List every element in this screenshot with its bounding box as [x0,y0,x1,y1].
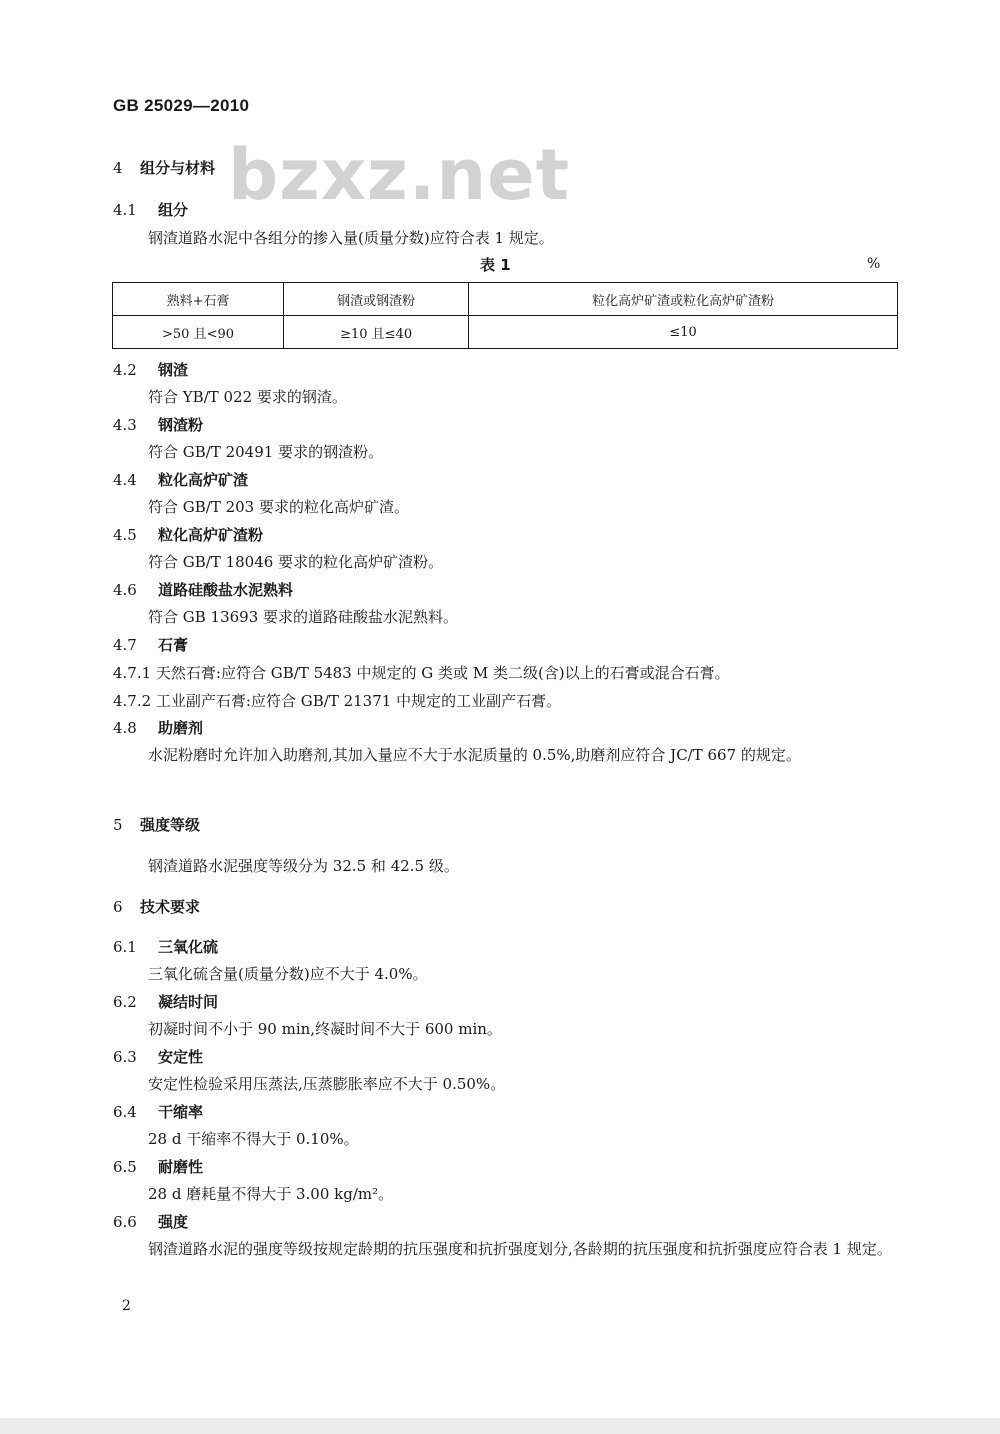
clause-number: 4.3 [113,416,137,434]
clause-number: 4.2 [113,361,137,379]
table-header-cell: 粒化高炉矿渣或粒化高炉矿渣粉 [469,283,898,316]
standard-code-header: GB 25029—2010 [113,96,250,115]
clause-number: 4.1 [113,201,137,219]
section-number: 6 [113,898,123,916]
clause-title: 强度 [158,1213,189,1231]
clause-title: 粒化高炉矿渣粉 [158,526,264,544]
clause-title: 耐磨性 [158,1158,204,1176]
section-title: 技术要求 [140,898,201,916]
table-caption: 表 1 [480,256,511,274]
clause-title: 道路硅酸盐水泥熟料 [158,581,294,599]
clause-text: 安定性检验采用压蒸法,压蒸膨胀率应不大于 0.50%。 [148,1075,506,1093]
table-unit: % [867,256,881,272]
clause-number: 4.8 [113,719,137,737]
section-title: 组分与材料 [140,159,216,177]
clause-title: 助磨剂 [158,719,204,737]
table-header-cell: 熟料+石膏 [113,283,284,316]
clause-text: 钢渣道路水泥的强度等级按规定龄期的抗压强度和抗折强度划分,各龄期的抗压强度和抗折强度应符合表 1 规定。 [148,1240,892,1258]
viewer-bottom-strip [0,1418,1000,1434]
section-number: 5 [113,816,123,834]
clause-text: 三氧化硫含量(质量分数)应不大于 4.0%。 [148,965,428,983]
clause-text: 初凝时间不小于 90 min,终凝时间不大于 600 min。 [148,1020,502,1038]
page-number: 2 [122,1298,131,1314]
table-header-row [113,283,898,316]
clause-text: 符合 YB/T 022 要求的钢渣。 [148,388,347,406]
clause-title: 钢渣 [158,361,189,379]
subclause-text: 4.7.2 工业副产石膏:应符合 GB/T 21371 中规定的工业副产石膏。 [113,692,562,710]
clause-text: 符合 GB/T 18046 要求的粒化高炉矿渣粉。 [148,553,444,571]
clause-title: 粒化高炉矿渣 [158,471,249,489]
clause-text: 符合 GB/T 203 要求的粒化高炉矿渣。 [148,498,409,516]
clause-number: 4.4 [113,471,137,489]
clause-title: 干缩率 [158,1103,204,1121]
clause-text: 符合 GB/T 20491 要求的钢渣粉。 [148,443,384,461]
clause-text: 钢渣道路水泥中各组分的掺入量(质量分数)应符合表 1 规定。 [148,229,554,247]
clause-title: 安定性 [158,1048,204,1066]
watermark: bzxz.net [228,134,571,216]
clause-title: 钢渣粉 [158,416,204,434]
table-cell: >50 且<90 [113,316,284,349]
clause-number: 6.2 [113,993,137,1011]
section-number: 4 [113,159,123,177]
clause-number: 6.6 [113,1213,137,1231]
clause-number: 6.3 [113,1048,137,1066]
clause-text: 28 d 干缩率不得大于 0.10%。 [148,1130,359,1148]
clause-text: 28 d 磨耗量不得大于 3.00 kg/m²。 [148,1185,394,1203]
clause-text: 符合 GB 13693 要求的道路硅酸盐水泥熟料。 [148,608,459,626]
composition-table [112,282,898,349]
clause-title: 凝结时间 [158,993,219,1011]
clause-number: 6.5 [113,1158,137,1176]
clause-number: 4.7 [113,636,137,654]
clause-number: 6.1 [113,938,137,956]
clause-number: 4.6 [113,581,137,599]
table-row [113,316,898,349]
clause-text: 钢渣道路水泥强度等级分为 32.5 和 42.5 级。 [148,857,459,875]
table-cell: ≤10 [469,316,898,349]
clause-number: 4.5 [113,526,137,544]
section-title: 强度等级 [140,816,201,834]
table-cell: ≥10 且≤40 [284,316,469,349]
subclause-text: 4.7.1 天然石膏:应符合 GB/T 5483 中规定的 G 类或 M 类二级(含)以上的石膏或混合石膏。 [113,664,730,682]
table-header-cell: 钢渣或钢渣粉 [284,283,469,316]
clause-number: 6.4 [113,1103,137,1121]
clause-text: 水泥粉磨时允许加入助磨剂,其加入量应不大于水泥质量的 0.5%,助磨剂应符合 JC/T 667 的规定。 [148,746,801,764]
clause-title: 石膏 [158,636,189,654]
clause-title: 三氧化硫 [158,938,219,956]
clause-title: 组分 [158,201,189,219]
